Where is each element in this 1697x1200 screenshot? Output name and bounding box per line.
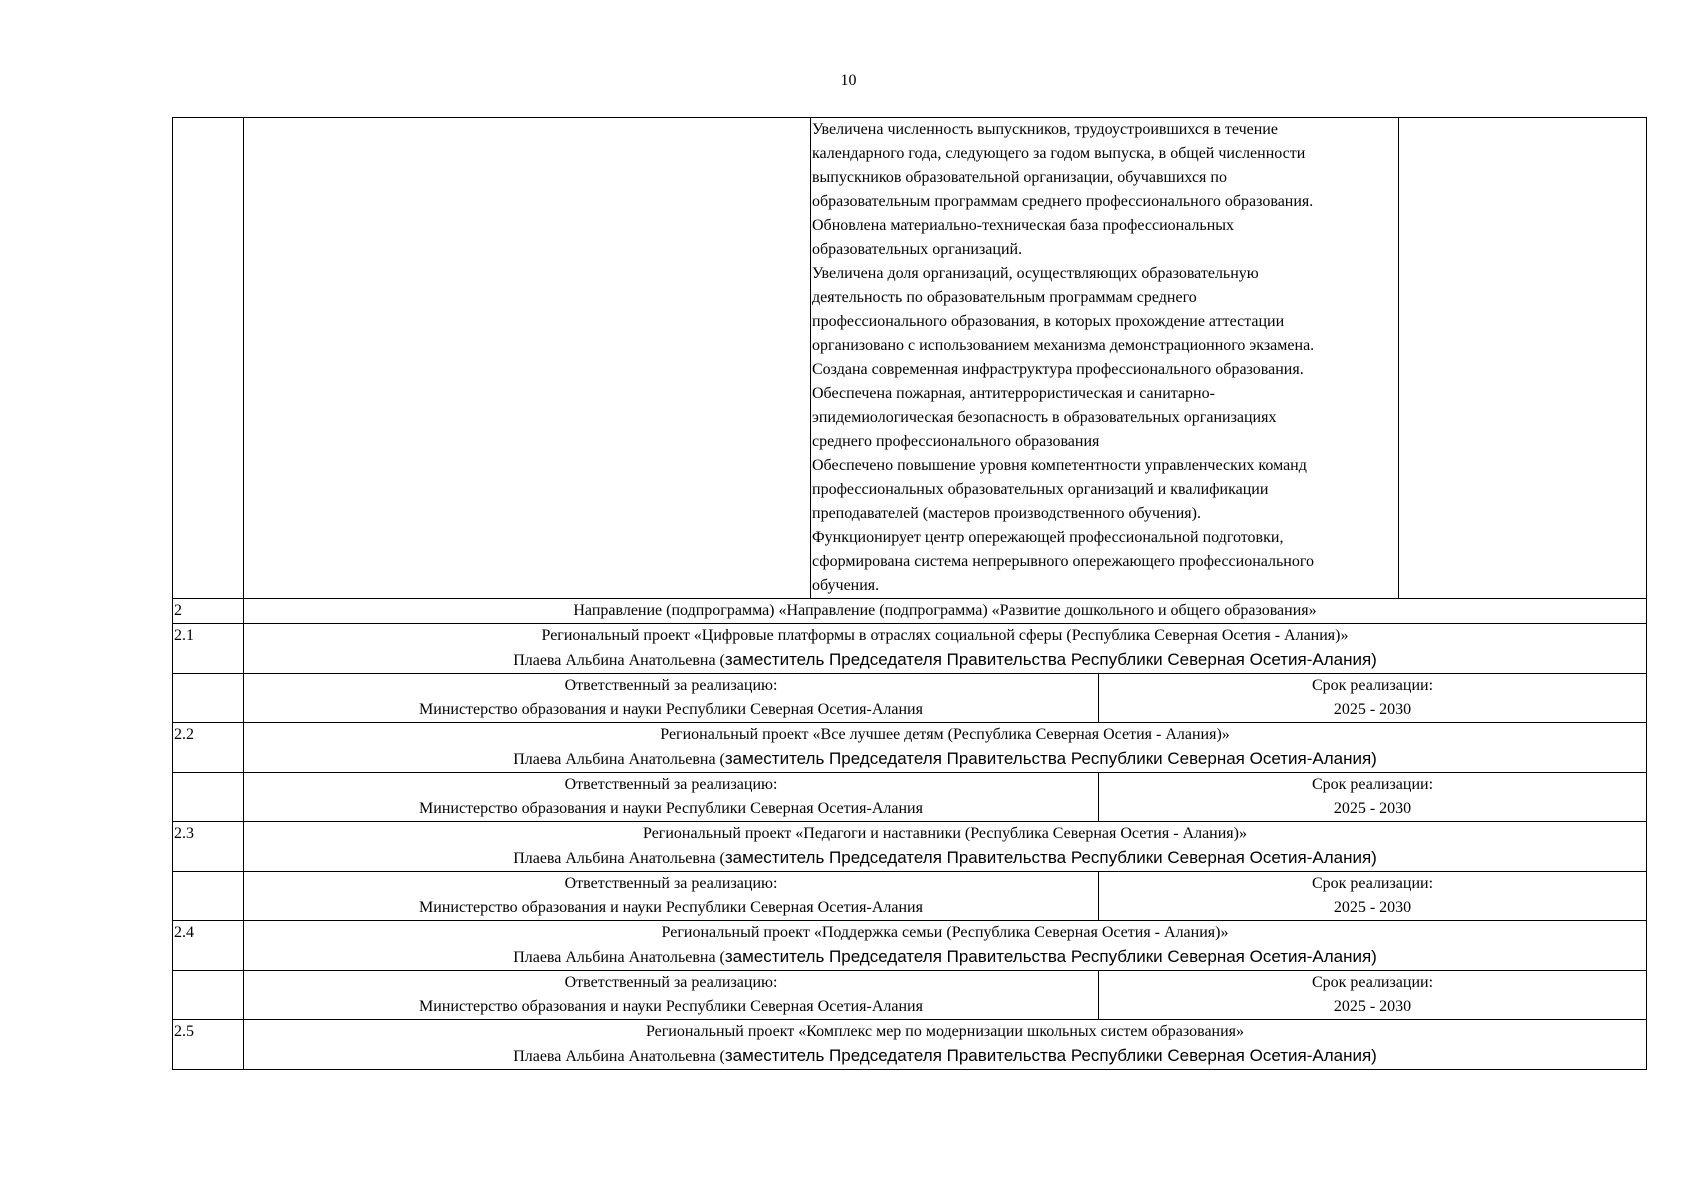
- term-value: 2025 - 2030: [1333, 998, 1412, 1015]
- curator-name: Плаева Альбина Анатольевна (: [513, 652, 725, 669]
- empty-number-cell: [173, 872, 244, 921]
- project-cell: [244, 921, 1647, 971]
- term-value: 2025 - 2030: [1333, 899, 1412, 916]
- results-line: Обеспечено повышение уровня компетентности управленческих команд: [812, 457, 1307, 474]
- responsible-row: [173, 674, 1647, 723]
- results-line: обучения.: [812, 577, 880, 594]
- curator-position: заместитель Председателя Правительства Республики Северная Осетия-Алания): [724, 650, 1377, 669]
- results-line: деятельность по образовательным программам среднего: [812, 289, 1197, 306]
- curator-name: Плаева Альбина Анатольевна (: [513, 949, 725, 966]
- project-curator: [245, 846, 1645, 871]
- project-number: 2.4: [173, 921, 244, 971]
- term-label: Срок реализации:: [1311, 974, 1434, 991]
- project-curator: [245, 1044, 1645, 1069]
- results-line: Обеспечена пожарная, антитеррористическая и санитарно-: [812, 385, 1215, 402]
- results-line: среднего профессионального образования: [812, 433, 1100, 450]
- results-line: календарного года, следующего за годом выпуска, в общей численности: [812, 145, 1306, 162]
- responsible-cell: [244, 773, 1099, 822]
- results-line: профессионального образования, в которых прохождение аттестации: [812, 313, 1285, 330]
- project-number: 2.3: [173, 822, 244, 872]
- section-row: [173, 599, 1647, 624]
- project-title: Региональный проект «Все лучшее детям (Республика Северная Осетия - Алания)»: [660, 726, 1230, 743]
- project-curator: [245, 945, 1645, 970]
- results-row: [173, 118, 1647, 599]
- responsible-cell: [244, 872, 1099, 921]
- links-cell: [1399, 118, 1647, 599]
- responsible-row: [173, 971, 1647, 1020]
- project-cell: [244, 624, 1647, 674]
- program-structure-table: [172, 117, 1647, 1070]
- project-cell: [244, 723, 1647, 773]
- page-number: 10: [840, 72, 857, 89]
- project-row: [173, 723, 1647, 773]
- term-value: 2025 - 2030: [1333, 800, 1412, 817]
- empty-number-cell: [173, 773, 244, 822]
- results-line: Функционирует центр опережающей профессиональной подготовки,: [812, 529, 1284, 546]
- term-label: Срок реализации:: [1311, 677, 1434, 694]
- term-label: Срок реализации:: [1311, 875, 1434, 892]
- results-line: Создана современная инфраструктура профессионального образования.: [812, 361, 1304, 378]
- curator-position: заместитель Председателя Правительства Республики Северная Осетия-Алания): [724, 1046, 1377, 1065]
- curator-name: Плаева Альбина Анатольевна (: [513, 751, 725, 768]
- responsible-value: Министерство образования и науки Республики Северная Осетия-Алания: [419, 998, 923, 1015]
- results-line: Увеличена численность выпускников, трудоустроившихся в течение: [812, 121, 1278, 138]
- section-title: Направление (подпрограмма) «Направление (подпрограмма) «Развитие дошкольного и общего образования»: [244, 599, 1647, 624]
- project-cell: [244, 1020, 1647, 1070]
- responsible-cell: [244, 971, 1099, 1020]
- term-cell: [1099, 674, 1647, 723]
- responsible-value: Министерство образования и науки Республики Северная Осетия-Алания: [419, 899, 923, 916]
- curator-position: заместитель Председателя Правительства Республики Северная Осетия-Алания): [724, 947, 1377, 966]
- curator-name: Плаева Альбина Анатольевна (: [513, 1048, 725, 1065]
- curator-position: заместитель Председателя Правительства Республики Северная Осетия-Алания): [724, 848, 1377, 867]
- project-title: Региональный проект «Поддержка семьи (Республика Северная Осетия - Алания)»: [661, 924, 1229, 941]
- results-line: Обновлена материально-техническая база профессиональных: [812, 217, 1235, 234]
- results-line: профессиональных образовательных организаций и квалификации: [812, 481, 1269, 498]
- project-curator: [245, 747, 1645, 772]
- project-title: Региональный проект «Комплекс мер по модернизации школьных систем образования»: [645, 1023, 1245, 1040]
- results-line: Увеличена доля организаций, осуществляющих образовательную: [812, 265, 1259, 282]
- project-title: Региональный проект «Педагоги и наставники (Республика Северная Осетия - Алания)»: [643, 825, 1247, 842]
- project-row: [173, 822, 1647, 872]
- term-value: 2025 - 2030: [1333, 701, 1412, 718]
- curator-position: заместитель Председателя Правительства Республики Северная Осетия-Алания): [724, 749, 1377, 768]
- term-cell: [1099, 872, 1647, 921]
- empty-number-cell: [173, 971, 244, 1020]
- empty-number-cell: [173, 674, 244, 723]
- responsible-label: Ответственный за реализацию:: [564, 974, 778, 991]
- project-number: 2.1: [173, 624, 244, 674]
- responsible-label: Ответственный за реализацию:: [564, 776, 778, 793]
- results-line: сформирована система непрерывного опережающего профессионального: [812, 553, 1315, 570]
- results-line: образовательным программам среднего профессионального образования.: [812, 193, 1314, 210]
- project-title: Региональный проект «Цифровые платформы в отраслях социальной сферы (Республика Северная Осетия - Алания)»: [541, 627, 1349, 644]
- term-cell: [1099, 971, 1647, 1020]
- project-row: [173, 1020, 1647, 1070]
- project-row: [173, 624, 1647, 674]
- responsible-value: Министерство образования и науки Республики Северная Осетия-Алания: [419, 800, 923, 817]
- project-number: 2.2: [173, 723, 244, 773]
- responsible-cell: [244, 674, 1099, 723]
- project-row: [173, 921, 1647, 971]
- results-line: организовано с использованием механизма демонстрационного экзамена.: [812, 337, 1315, 354]
- responsible-row: [173, 872, 1647, 921]
- term-cell: [1099, 773, 1647, 822]
- tasks-cell: [244, 118, 811, 599]
- responsible-label: Ответственный за реализацию:: [564, 677, 778, 694]
- curator-name: Плаева Альбина Анатольевна (: [513, 850, 725, 867]
- results-line: выпускников образовательной организации, обучавшихся по: [812, 169, 1227, 186]
- results-line: эпидемиологическая безопасность в образовательных организациях: [812, 409, 1277, 426]
- number-cell: [173, 118, 244, 599]
- responsible-label: Ответственный за реализацию:: [564, 875, 778, 892]
- results-line: преподавателей (мастеров производственного обучения).: [812, 505, 1201, 522]
- project-curator: [245, 648, 1645, 673]
- project-cell: [244, 822, 1647, 872]
- results-line: образовательных организаций.: [812, 241, 1023, 258]
- responsible-value: Министерство образования и науки Республики Северная Осетия-Алания: [419, 701, 923, 718]
- section-number: 2: [173, 599, 244, 624]
- project-number: 2.5: [173, 1020, 244, 1070]
- term-label: Срок реализации:: [1311, 776, 1434, 793]
- responsible-row: [173, 773, 1647, 822]
- results-cell: [811, 118, 1399, 599]
